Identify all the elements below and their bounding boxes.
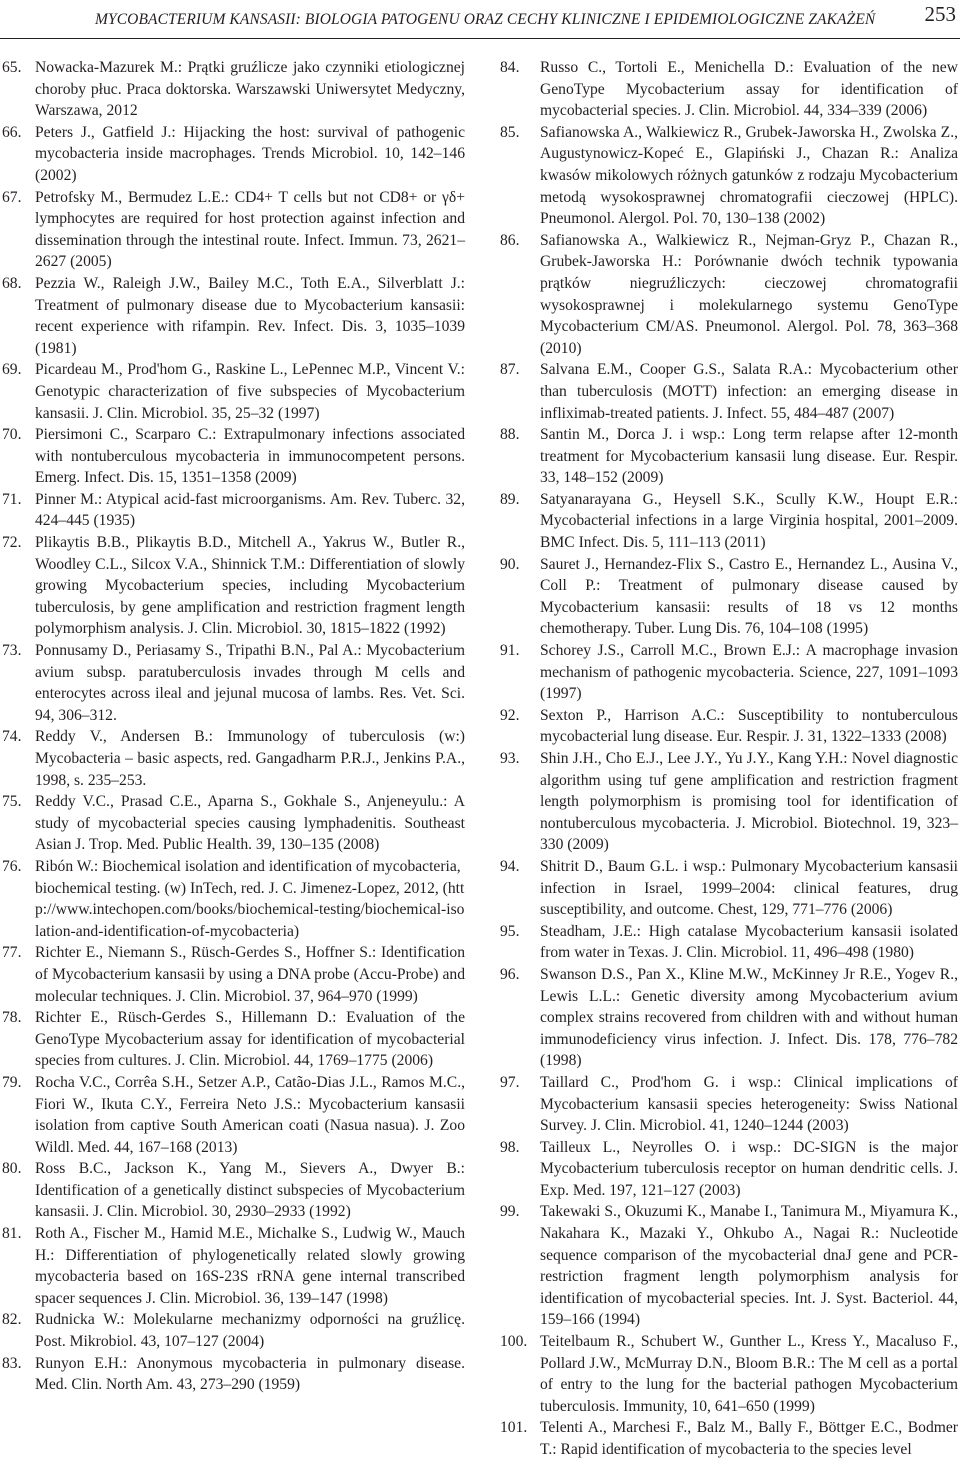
reference-item (2, 1309, 465, 1352)
reference-text: Petrofsky M., Bermudez L.E.: CD4+ T cells but not CD8+ or γδ+ lymphocytes are required for host protection against infection and dissemination through the intestinal route. Infect. Immun. 73, 2621–2627 (2005) (35, 188, 465, 271)
reference-number: 87. (500, 361, 520, 379)
reference-item (500, 424, 958, 489)
reference-text: Teitelbaum R., Schubert W., Gunther L., Kress Y., Macaluso F., Pollard J.W., McMurray D.N., Bloom B.R.: The M cell as a portal of entry to the lung for the bacterial pathogen Mycobacterium tuberculosis. Immunity, 10, 641–650 (1999) (540, 1333, 958, 1415)
reference-item (2, 1353, 465, 1396)
reference-number: 67. (2, 188, 22, 206)
reference-item (2, 122, 465, 187)
reference-item (2, 942, 465, 1007)
reference-number: 80. (2, 1160, 22, 1178)
reference-text: Runyon E.H.: Anonymous mycobacteria in pulmonary disease. Med. Clin. North Am. 43, 273–290 (1959) (35, 1354, 465, 1394)
reference-item (2, 532, 465, 640)
references-left-column (2, 57, 465, 1396)
reference-number: 78. (2, 1009, 22, 1027)
reference-number: 82. (2, 1311, 22, 1329)
reference-number: 89. (500, 490, 520, 508)
reference-number: 72. (2, 534, 22, 552)
reference-item (2, 856, 465, 942)
reference-item (500, 705, 958, 748)
reference-item (500, 1331, 958, 1417)
reference-text: Richter E., Niemann S., Rüsch-Gerdes S., Hoffner S.: Identification of Mycobacterium kansasii by using a DNA probe (Accu-Probe) and molecular techniques. J. Clin. Microbiol. 37, 964–970 (1999) (35, 944, 465, 1005)
reference-text: Tailleux L., Neyrolles O. i wsp.: DC-SIGN is the major Mycobacterium tuberculosis receptor on human dendritic cells. J. Exp. Med. 197, 121–127 (2003) (540, 1138, 958, 1199)
reference-item (2, 726, 465, 791)
reference-item (500, 964, 958, 1072)
reference-text: Rocha V.C., Corrêa S.H., Setzer A.P., Catão-Dias J.L., Ramos M.C., Fiori W., Ikuta C.Y., Ferreira Neto J.S.: Mycobacterium kansasii isolation from captive South American coati (Nasua nasua). J. Zoo Wildl. Med. 44, 167–168 (2013) (35, 1073, 465, 1156)
reference-text: Takewaki S., Okuzumi K., Manabe I., Tanimura M., Miyamura K., Nakahara K., Mazaki Y., Ohkubo A., Nagai R.: Nucleotide sequence comparison of the mycobacterial dnaJ gene and PCR-restriction fragment length polymorphism analysis for identification of mycobacterial species. Int. J. Syst. Bacteriol. 44, 159–166 (1994) (540, 1203, 958, 1329)
reference-item (2, 187, 465, 273)
reference-number: 73. (2, 642, 22, 660)
reference-text: Shitrit D., Baum G.L. i wsp.: Pulmonary Mycobacterium kansasii infection in Israel, 1999–2004: clinical features, drug susceptibility, and outcome. Chest, 129, 771–776 (2006) (540, 857, 958, 919)
running-header (0, 0, 960, 40)
reference-item (2, 1007, 465, 1072)
reference-number: 66. (2, 123, 22, 141)
reference-text: Plikaytis B.B., Plikaytis B.D., Mitchell A., Yakrus W., Butler R., Woodley C.L., Silcox V.A., Shinnick T.M.: Differentiation of slowly growing Mycobacterium species, including Mycobacterium tuberculosis, by gene amplification and restriction fragment length polymorphism analysis. J. Clin. Microbiol. 30, 1815–1822 (1992) (35, 534, 465, 638)
reference-number: 84. (500, 59, 520, 76)
reference-item (500, 122, 958, 230)
reference-number: 98. (500, 1138, 520, 1156)
reference-text: Safianowska A., Walkiewicz R., Nejman-Gryz P., Chazan R., Grubek-Jaworska H.: Porównanie dwóch technik typowania prątków niegruźliczych: cieczowej chromatografii wysokosprawnej i molekularnego systemu GenoType Mycobacterium CM/AS. Pneumonol. Alergol. Pol. 78, 363–368 (2010) (540, 231, 958, 357)
reference-number: 88. (500, 426, 520, 444)
reference-number: 83. (2, 1354, 22, 1372)
reference-text: Salvana E.M., Cooper G.S., Salata R.A.: Mycobacterium other than tuberculosis (MOTT) infection: an emerging disease in infliximab-treated patients. J. Infect. 55, 484–487 (2007) (540, 361, 958, 422)
reference-text: Roth A., Fischer M., Hamid M.E., Michalke S., Ludwig W., Mauch H.: Differentiation of phylogenetically related slowly growing mycobacteria based on 16S-23S rRNA gene internal transcribed spacer sequences J. Clin. Microbiol. 36, 139–147 (1998) (35, 1225, 465, 1307)
reference-text: Steadham, J.E.: High catalase Mycobacterium kansasii isolated from water in Texas. J. Clin. Microbiol. 11, 496–498 (1980) (540, 922, 958, 962)
reference-item (500, 1137, 958, 1202)
reference-text: Pezzia W., Raleigh J.W., Bailey M.C., Toth E.A., Silverblatt J.: Treatment of pulmonary disease due to Mycobacterium kansasii: recent experience with rifampin. Rev. Infect. Dis. 3, 1035–1039 (1981) (35, 274, 465, 357)
reference-number: 71. (2, 490, 22, 508)
running-title: MYCOBACTERIUM KANSASII: BIOLOGIA PATOGENU ORAZ CECHY KLINICZNE I EPIDEMIOLOGICZNE ZAKAŻEŃ (95, 11, 876, 28)
reference-item (500, 856, 958, 921)
reference-text: Taillard C., Prod'hom G. i wsp.: Clinical implications of Mycobacterium kansasii species heterogeneity: Swiss National Survey. J. Clin. Microbiol. 41, 1240–1244 (2003) (540, 1073, 958, 1135)
reference-text: Rudnicka W.: Molekularne mechanizmy odporności na gruźlicę. Post. Mikrobiol. 43, 107–127 (2004) (35, 1311, 465, 1351)
reference-text: Peters J., Gatfield J.: Hijacking the host: survival of pathogenic mycobacteria inside macrophages. Trends Microbiol. 10, 142–146 (2002) (35, 123, 465, 184)
reference-text: Shin J.H., Cho E.J., Lee J.Y., Yu J.Y., Kang Y.H.: Novel diagnostic algorithm using tuf gene amplification and restriction fragment length polymorphism is promising tool for identification of nontuberculous mycobacteria. J. Microbiol. Biotechnol. 19, 323–330 (2009) (540, 750, 958, 854)
reference-number: 99. (500, 1203, 520, 1221)
reference-number: 101. (500, 1419, 528, 1437)
reference-number: 69. (2, 361, 22, 379)
reference-number: 92. (500, 706, 520, 724)
reference-text: Nowacka-Mazurek M.: Prątki gruźlicze jako czynniki etiologicznej choroby płuc. Praca doktorska. Warszawski Uniwersytet Medyczny, Warszawa, 2012 (35, 59, 465, 120)
reference-number: 90. (500, 555, 520, 573)
reference-text: Ponnusamy D., Periasamy S., Tripathi B.N., Pal A.: Mycobacterium avium subsp. paratuberculosis invades through M cells and enterocytes across ileal and jejunal mucosa of lambs. Res. Vet. Sci. 94, 306–312. (35, 642, 465, 724)
reference-item (500, 1417, 958, 1460)
reference-text: Picardeau M., Prod'hom G., Raskine L., LePennec M.P., Vincent V.: Genotypic characterization of five subspecies of Mycobacterium kansasii. J. Clin. Microbiol. 35, 25–32 (1997) (35, 361, 465, 422)
reference-number: 91. (500, 642, 520, 660)
reference-item (500, 921, 958, 964)
reference-text: Telenti A., Marchesi F., Balz M., Bally F., Böttger E.C., Bodmer T.: Rapid identification of mycobacteria to the species level (540, 1419, 958, 1458)
reference-number: 96. (500, 965, 520, 983)
reference-text: Russo C., Tortoli E., Menichella D.: Evaluation of the new GenoType Mycobacterium assay for identification of mycobacterial species. J. Clin. Microbiol. 44, 334–339 (2006) (540, 59, 958, 120)
reference-text: Reddy V., Andersen B.: Immunology of tuberculosis (w:) Mycobacteria – basic aspects, red. Gangadharm P.R.J., Jenkins P.A., 1998, s. 235–253. (35, 728, 465, 789)
reference-text: Sauret J., Hernandez-Flix S., Castro E., Hernandez L., Ausina V., Coll P.: Treatment of pulmonary disease caused by Mycobacterium kansasii: results of 18 vs 12 months chemotherapy. Tuber. Lung Dis. 76, 104–108 (1995) (540, 555, 958, 638)
reference-text: Santin M., Dorca J. i wsp.: Long term relapse after 12-month treatment for Mycobacterium kansasii lung disease. Eur. Respir. 33, 148–152 (2009) (540, 426, 958, 487)
reference-item (2, 640, 465, 726)
reference-number: 75. (2, 793, 22, 811)
reference-text: Reddy V.C., Prasad C.E., Aparna S., Gokhale S., Anjeneyulu.: A study of mycobacterial species causing lymphadenitis. Southeast Asian J. Trop. Med. Public Health. 39, 130–135 (2008) (35, 793, 465, 854)
reference-item (2, 273, 465, 359)
reference-text: Piersimoni C., Scarparo C.: Extrapulmonary infections associated with nontuberculous mycobacteria in immunocompetent persons. Emerg. Infect. Dis. 15, 1351–1358 (2009) (35, 426, 465, 487)
reference-item (2, 1072, 465, 1158)
reference-number: 68. (2, 274, 22, 292)
reference-item (500, 230, 958, 360)
reference-number: 79. (2, 1073, 22, 1091)
reference-number: 65. (2, 59, 22, 76)
reference-text: Satyanarayana G., Heysell S.K., Scully K.W., Houpt E.R.: Mycobacterial infections in a large Virginia hospital, 2001–2009. BMC Infect. Dis. 5, 111–113 (2011) (540, 490, 958, 552)
reference-text: Pinner M.: Atypical acid-fast microorganisms. Am. Rev. Tuberc. 32, 424–445 (1935) (35, 490, 465, 530)
reference-number: 77. (2, 944, 22, 962)
reference-item (2, 359, 465, 424)
reference-item (500, 1201, 958, 1331)
reference-number: 95. (500, 922, 520, 940)
references-right-column (500, 57, 958, 1461)
reference-item (2, 57, 465, 122)
page-number: 253 (924, 2, 956, 26)
reference-item (2, 424, 465, 489)
reference-number: 94. (500, 857, 520, 875)
reference-item (2, 791, 465, 856)
reference-item (500, 554, 958, 640)
reference-number: 81. (2, 1225, 22, 1243)
reference-text: Ribón W.: Biochemical isolation and identification of mycobacteria, biochemical testing. (w) InTech, red. J. C. Jimenez-Lopez, 2012, (http://www.intechopen.com/books/biochemical-testing/biochemical-isolation-and-identification-of-mycobacteria) (35, 857, 465, 940)
reference-item (2, 489, 465, 532)
reference-number: 76. (2, 857, 22, 875)
reference-number: 100. (500, 1333, 528, 1351)
reference-number: 85. (500, 123, 520, 141)
reference-text: Richter E., Rüsch-Gerdes S., Hillemann D.: Evaluation of the GenoType Mycobacterium assay for identification of mycobacterial species from cultures. J. Clin. Microbiol. 44, 1769–1775 (2006) (35, 1009, 465, 1070)
reference-text: Safianowska A., Walkiewicz R., Grubek-Jaworska H., Zwolska Z., Augustynowicz-Kopeć E., Glapiński J., Chazan R.: Analiza kwasów mikolowych różnych gatunków z rodzaju Mycobacterium metodą wysokosprawnej chromatografii cieczowej (HPLC). Pneumonol. Alergol. Pol. 70, 130–138 (2002) (540, 123, 958, 228)
reference-text: Swanson D.S., Pan X., Kline M.W., McKinney Jr R.E., Yogev R., Lewis L.L.: Genetic diversity among Mycobacterium avium complex strains recovered from children with and without human immunodeficiency virus infection. J. Infect. Dis. 178, 776–782 (1998) (540, 965, 958, 1070)
header-rule (0, 38, 960, 39)
reference-number: 93. (500, 750, 520, 767)
reference-item (500, 359, 958, 424)
reference-number: 70. (2, 426, 22, 444)
reference-text: Sexton P., Harrison A.C.: Susceptibility to nontuberculous mycobacterial lung disease. Eur. Respir. J. 31, 1322–1333 (2008) (540, 706, 958, 746)
reference-number: 86. (500, 231, 520, 249)
reference-item (500, 489, 958, 554)
reference-text: Schorey J.S., Carroll M.C., Brown E.J.: A macrophage invasion mechanism of pathogenic mycobacteria. Science, 227, 1091–1093 (1997) (540, 642, 958, 703)
reference-item (500, 640, 958, 705)
reference-text: Ross B.C., Jackson K., Yang M., Sievers A., Dwyer B.: Identification of a genetically distinct subspecies of Mycobacterium kansasii. J. Clin. Microbiol. 30, 2930–2933 (1992) (35, 1160, 465, 1221)
reference-number: 97. (500, 1073, 520, 1091)
reference-number: 74. (2, 728, 22, 746)
reference-item (500, 57, 958, 122)
reference-item (500, 1072, 958, 1137)
reference-item (2, 1223, 465, 1309)
reference-item (2, 1158, 465, 1223)
reference-item (500, 748, 958, 856)
